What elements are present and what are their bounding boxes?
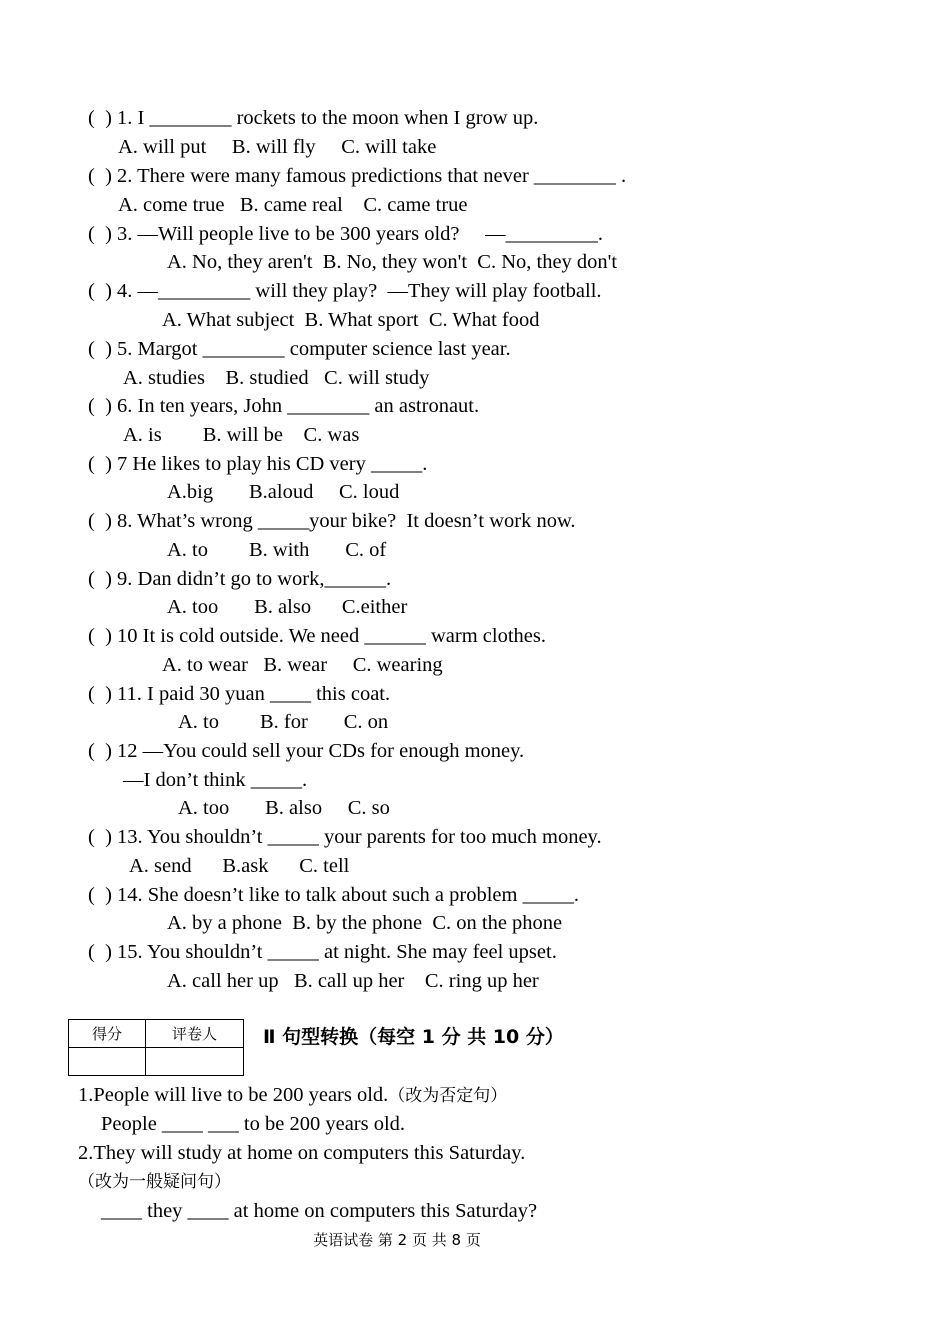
answer-line: People ____ ___ to be 200 years old.: [101, 1113, 406, 1135]
question-stem: ( ) 15. You shouldn’t _____ at night. She may feel upset.: [88, 941, 557, 963]
question-options: A. to B. for C. on: [178, 711, 389, 733]
question-stem: ( ) 5. Margot ________ computer science last year.: [88, 338, 511, 360]
sentence-text: 1.People will live to be 200 years old.: [78, 1084, 389, 1106]
question-options: A. studies B. studied C. will study: [123, 367, 430, 389]
question-stem: ( ) 9. Dan didn’t go to work,______.: [88, 568, 392, 590]
grader-label: 评卷人: [146, 1020, 244, 1048]
question-options: A. call her up B. call up her C. ring up her: [167, 970, 539, 992]
question-options: A. No, they aren't B. No, they won't C. No, they don't: [167, 251, 618, 273]
question-stem: ( ) 8. What’s wrong _____your bike? It doesn’t work now.: [88, 510, 576, 532]
question-options: A. come true B. came real C. came true: [118, 194, 468, 216]
question-options: A.big B.aloud C. loud: [167, 481, 400, 503]
question-options: A. will put B. will fly C. will take: [118, 136, 437, 158]
question-options: A. send B.ask C. tell: [129, 855, 350, 877]
grader-cell: [146, 1048, 244, 1076]
answer-line: ____ they ____ at home on computers this Saturday?: [101, 1200, 538, 1222]
instruction-text: （改为否定句）: [388, 1086, 508, 1106]
question-sub-line: —I don’t think _____.: [123, 769, 308, 791]
question-options: A. too B. also C. so: [178, 797, 390, 819]
question-stem: ( ) 1. I ________ rockets to the moon when I grow up.: [88, 107, 539, 129]
transform-sentence: 2.They will study at home on computers this Saturday.: [78, 1142, 526, 1164]
question-stem: ( ) 11. I paid 30 yuan ____ this coat.: [88, 683, 391, 705]
question-stem: ( ) 4. —_________ will they play? —They will play football.: [88, 280, 602, 302]
question-options: A. too B. also C.either: [167, 596, 408, 618]
question-options: A. to wear B. wear C. wearing: [162, 654, 443, 676]
transform-sentence: [78, 1083, 507, 1108]
question-options: A. is B. will be C. was: [123, 424, 360, 446]
question-stem: ( ) 3. —Will people live to be 300 years old? —_________.: [88, 223, 603, 245]
score-table: [68, 1019, 244, 1076]
question-options: A. to B. with C. of: [167, 539, 387, 561]
question-stem: ( ) 7 He likes to play his CD very _____.: [88, 453, 428, 475]
page-footer: 英语试卷 第 2 页 共 8 页: [313, 1231, 481, 1249]
question-stem: ( ) 14. She doesn’t like to talk about such a problem _____.: [88, 884, 579, 906]
question-stem: ( ) 12 —You could sell your CDs for enough money.: [88, 740, 525, 762]
question-stem: ( ) 6. In ten years, John ________ an astronaut.: [88, 395, 480, 417]
score-label: 得分: [69, 1020, 146, 1048]
question-stem: ( ) 2. There were many famous predictions that never ________ .: [88, 165, 627, 187]
question-stem: ( ) 10 It is cold outside. We need ______ warm clothes.: [88, 625, 546, 647]
question-options: A. by a phone B. by the phone C. on the phone: [167, 912, 563, 934]
section-2-title: Ⅱ 句型转换（每空 1 分 共 10 分）: [263, 1026, 564, 1048]
instruction-text: （改为一般疑问句）: [78, 1172, 231, 1192]
score-cell: [69, 1048, 146, 1076]
question-stem: ( ) 13. You shouldn’t _____ your parents for too much money.: [88, 826, 602, 848]
question-options: A. What subject B. What sport C. What food: [162, 309, 540, 331]
